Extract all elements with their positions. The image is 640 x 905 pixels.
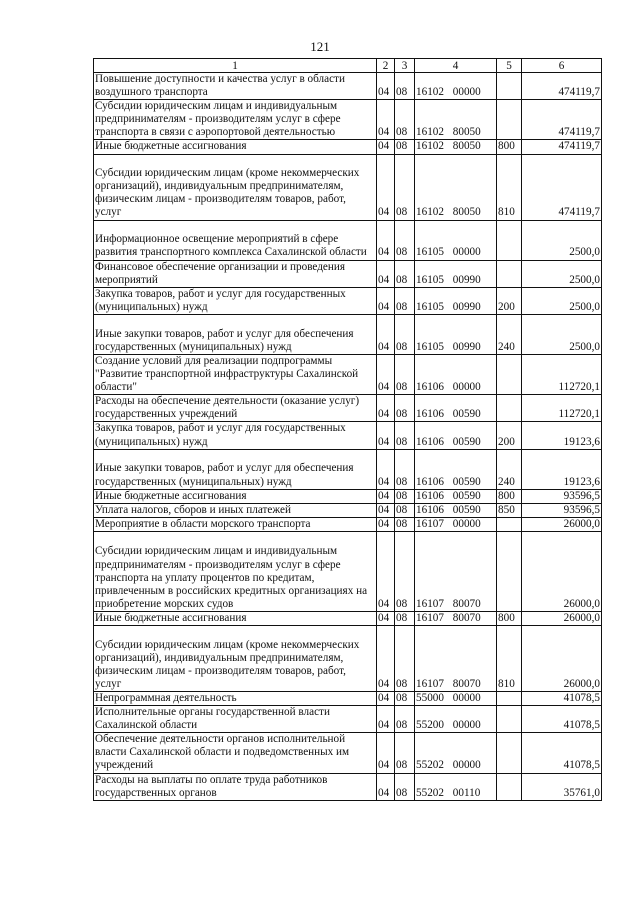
row-target-article: 16107 80070 — [415, 531, 497, 611]
row-subsection: 08 — [395, 287, 415, 314]
row-name: Иные закупки товаров, работ и услуг для обеспечения государственных (муниципальных) нужд — [94, 449, 377, 489]
row-section: 04 — [377, 489, 395, 503]
row-target-article: 16106 00590 — [415, 503, 497, 517]
row-subsection: 08 — [395, 354, 415, 394]
row-expense-type — [497, 531, 522, 611]
row-amount: 93596,5 — [522, 503, 602, 517]
table-row — [94, 773, 602, 800]
row-amount: 41078,5 — [522, 706, 602, 733]
table-row — [94, 220, 602, 260]
table-row — [94, 100, 602, 140]
row-target-article: 16106 00590 — [415, 449, 497, 489]
row-section: 04 — [377, 517, 395, 531]
row-subsection: 08 — [395, 517, 415, 531]
table-row — [94, 395, 602, 422]
row-amount: 41078,5 — [522, 691, 602, 705]
row-target-article: 16106 00590 — [415, 422, 497, 449]
row-subsection: 08 — [395, 140, 415, 154]
row-amount: 2500,0 — [522, 260, 602, 287]
row-subsection: 08 — [395, 733, 415, 773]
row-section: 04 — [377, 733, 395, 773]
row-subsection: 08 — [395, 395, 415, 422]
row-name: Исполнительные органы государственной власти Сахалинской области — [94, 706, 377, 733]
row-expense-type: 200 — [497, 287, 522, 314]
row-name: Субсидии юридическим лицам (кроме некоммерческих организаций), индивидуальным предпринимателям, физическим лицам - производителям товаров, работ, услуг — [94, 625, 377, 691]
row-expense-type: 240 — [497, 449, 522, 489]
row-target-article: 16107 80070 — [415, 611, 497, 625]
row-subsection: 08 — [395, 611, 415, 625]
row-section: 04 — [377, 691, 395, 705]
row-target-article: 16105 00000 — [415, 220, 497, 260]
row-target-article: 16106 00590 — [415, 489, 497, 503]
row-name: Уплата налогов, сборов и иных платежей — [94, 503, 377, 517]
row-amount: 19123,6 — [522, 449, 602, 489]
row-amount: 35761,0 — [522, 773, 602, 800]
table-row — [94, 517, 602, 531]
table-row — [94, 449, 602, 489]
row-section: 04 — [377, 287, 395, 314]
table-row — [94, 140, 602, 154]
row-section: 04 — [377, 354, 395, 394]
table-row — [94, 489, 602, 503]
row-target-article: 16102 00000 — [415, 73, 497, 100]
column-header-expense-type: 5 — [497, 59, 522, 73]
row-target-article: 16102 80050 — [415, 154, 497, 220]
row-name: Иные бюджетные ассигнования — [94, 611, 377, 625]
row-section: 04 — [377, 422, 395, 449]
row-name: Иные закупки товаров, работ и услуг для обеспечения государственных (муниципальных) нужд — [94, 314, 377, 354]
row-subsection: 08 — [395, 625, 415, 691]
row-subsection: 08 — [395, 503, 415, 517]
table-row — [94, 260, 602, 287]
row-subsection: 08 — [395, 489, 415, 503]
row-section: 04 — [377, 220, 395, 260]
row-name: Субсидии юридическим лицам и индивидуальным предпринимателям - производителям услуг в сфере транспорта на уплату процентов по кредитам, привлеченным в российских кредитных организациях на приобретение морских судов — [94, 531, 377, 611]
row-target-article: 16105 00990 — [415, 287, 497, 314]
table-row — [94, 733, 602, 773]
row-section: 04 — [377, 395, 395, 422]
column-header-section: 2 — [377, 59, 395, 73]
row-amount: 2500,0 — [522, 314, 602, 354]
table-row — [94, 354, 602, 394]
row-subsection: 08 — [395, 220, 415, 260]
row-target-article: 16105 00990 — [415, 314, 497, 354]
row-expense-type — [497, 517, 522, 531]
row-name: Субсидии юридическим лицам (кроме некоммерческих организаций), индивидуальным предпринимателям, физическим лицам - производителям товаров, работ, услуг — [94, 154, 377, 220]
row-amount: 112720,1 — [522, 395, 602, 422]
row-expense-type: 800 — [497, 140, 522, 154]
column-header-subsection: 3 — [395, 59, 415, 73]
table-row — [94, 287, 602, 314]
row-subsection: 08 — [395, 260, 415, 287]
row-expense-type: 810 — [497, 625, 522, 691]
row-section: 04 — [377, 449, 395, 489]
row-amount: 2500,0 — [522, 220, 602, 260]
row-section: 04 — [377, 154, 395, 220]
row-target-article: 16102 80050 — [415, 100, 497, 140]
row-name: Субсидии юридическим лицам и индивидуальным предпринимателям - производителям услуг в сфере транспорта в связи с аэропортовой деятельностью — [94, 100, 377, 140]
row-expense-type — [497, 691, 522, 705]
row-subsection: 08 — [395, 773, 415, 800]
row-name: Расходы на обеспечение деятельности (оказание услуг) государственных учреждений — [94, 395, 377, 422]
row-expense-type — [497, 706, 522, 733]
row-name: Информационное освещение мероприятий в сфере развития транспортного комплекса Сахалинской области — [94, 220, 377, 260]
row-amount: 26000,0 — [522, 611, 602, 625]
row-name: Закупка товаров, работ и услуг для государственных (муниципальных) нужд — [94, 422, 377, 449]
row-name: Иные бюджетные ассигнования — [94, 140, 377, 154]
row-subsection: 08 — [395, 422, 415, 449]
row-subsection: 08 — [395, 531, 415, 611]
row-amount: 112720,1 — [522, 354, 602, 394]
row-name: Непрограммная деятельность — [94, 691, 377, 705]
table-row — [94, 531, 602, 611]
row-name: Иные бюджетные ассигнования — [94, 489, 377, 503]
row-subsection: 08 — [395, 706, 415, 733]
row-section: 04 — [377, 531, 395, 611]
row-name: Создание условий для реализации подпрограммы "Развитие транспортной инфраструктуры Сахалинской области" — [94, 354, 377, 394]
table-row — [94, 706, 602, 733]
row-target-article: 16102 80050 — [415, 140, 497, 154]
row-target-article: 16106 00590 — [415, 395, 497, 422]
row-section: 04 — [377, 100, 395, 140]
budget-table — [93, 58, 602, 801]
row-subsection: 08 — [395, 449, 415, 489]
row-expense-type: 800 — [497, 611, 522, 625]
row-expense-type: 240 — [497, 314, 522, 354]
row-name: Обеспечение деятельности органов исполнительной власти Сахалинской области и подведомственных им учреждений — [94, 733, 377, 773]
row-target-article: 55000 00000 — [415, 691, 497, 705]
table-body — [94, 73, 602, 801]
row-amount: 19123,6 — [522, 422, 602, 449]
table-row — [94, 611, 602, 625]
row-amount: 93596,5 — [522, 489, 602, 503]
row-amount: 474119,7 — [522, 73, 602, 100]
row-section: 04 — [377, 140, 395, 154]
row-section: 04 — [377, 260, 395, 287]
row-amount: 474119,7 — [522, 100, 602, 140]
row-target-article: 16106 00000 — [415, 354, 497, 394]
row-expense-type: 850 — [497, 503, 522, 517]
row-amount: 26000,0 — [522, 517, 602, 531]
row-target-article: 16107 80070 — [415, 625, 497, 691]
row-expense-type — [497, 73, 522, 100]
column-header-name: 1 — [94, 59, 377, 73]
row-amount: 474119,7 — [522, 154, 602, 220]
row-target-article: 55202 00110 — [415, 773, 497, 800]
table-row — [94, 625, 602, 691]
row-target-article: 55202 00000 — [415, 733, 497, 773]
row-subsection: 08 — [395, 154, 415, 220]
column-header-amount: 6 — [522, 59, 602, 73]
row-expense-type — [497, 395, 522, 422]
table-row — [94, 503, 602, 517]
row-name: Финансовое обеспечение организации и проведения мероприятий — [94, 260, 377, 287]
row-name: Повышение доступности и качества услуг в области воздушного транспорта — [94, 73, 377, 100]
row-section: 04 — [377, 625, 395, 691]
row-section: 04 — [377, 73, 395, 100]
row-amount: 26000,0 — [522, 625, 602, 691]
row-expense-type: 810 — [497, 154, 522, 220]
row-expense-type — [497, 354, 522, 394]
row-expense-type — [497, 773, 522, 800]
row-name: Мероприятие в области морского транспорта — [94, 517, 377, 531]
row-target-article: 16107 00000 — [415, 517, 497, 531]
page-number: 121 — [310, 39, 330, 54]
row-subsection: 08 — [395, 73, 415, 100]
column-header-target-article: 4 — [415, 59, 497, 73]
row-subsection: 08 — [395, 314, 415, 354]
row-amount: 26000,0 — [522, 531, 602, 611]
row-expense-type: 800 — [497, 489, 522, 503]
table-row — [94, 154, 602, 220]
row-section: 04 — [377, 314, 395, 354]
table-row — [94, 691, 602, 705]
row-expense-type — [497, 260, 522, 287]
row-subsection: 08 — [395, 691, 415, 705]
table-row — [94, 314, 602, 354]
row-section: 04 — [377, 503, 395, 517]
row-expense-type: 200 — [497, 422, 522, 449]
row-subsection: 08 — [395, 100, 415, 140]
row-target-article: 16105 00990 — [415, 260, 497, 287]
row-expense-type — [497, 100, 522, 140]
row-name: Закупка товаров, работ и услуг для государственных (муниципальных) нужд — [94, 287, 377, 314]
row-section: 04 — [377, 706, 395, 733]
row-section: 04 — [377, 611, 395, 625]
row-expense-type — [497, 220, 522, 260]
row-expense-type — [497, 733, 522, 773]
row-amount: 474119,7 — [522, 140, 602, 154]
row-amount: 2500,0 — [522, 287, 602, 314]
row-amount: 41078,5 — [522, 733, 602, 773]
table-row — [94, 73, 602, 100]
table-header-row — [94, 59, 602, 73]
row-target-article: 55200 00000 — [415, 706, 497, 733]
row-name: Расходы на выплаты по оплате труда работников государственных органов — [94, 773, 377, 800]
table-row — [94, 422, 602, 449]
row-section: 04 — [377, 773, 395, 800]
